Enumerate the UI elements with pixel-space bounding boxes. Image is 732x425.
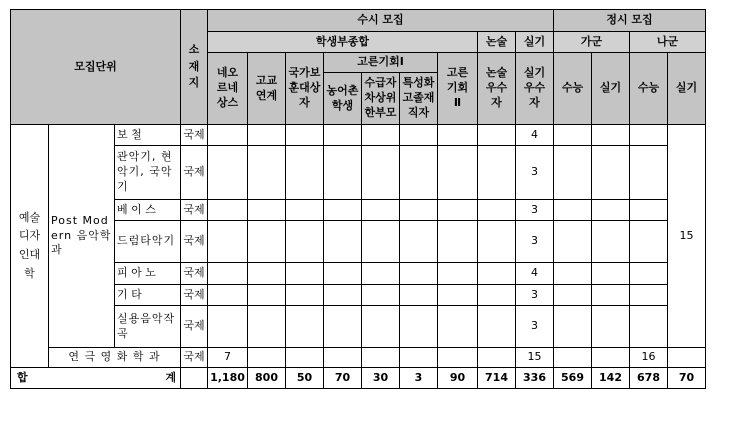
header-nagun: 나군 <box>630 32 706 53</box>
admission-table <box>10 9 706 389</box>
col-ga-suneung: 수능 <box>554 53 592 125</box>
total-label-cell: 합 계 <box>11 368 181 389</box>
silgi-cell: 3 <box>516 221 554 263</box>
major-cell: 기 타 <box>115 285 181 306</box>
major-cell: 베 이 스 <box>115 200 181 221</box>
silgi-cell: 15 <box>516 348 554 368</box>
silgi-cell: 4 <box>516 263 554 285</box>
silgi-cell: 4 <box>516 125 554 146</box>
col-na-silgi: 실기 <box>668 53 706 125</box>
major-cell: 실용음악작곡 <box>115 306 181 348</box>
col-nong: 농어촌학생 <box>324 73 362 125</box>
header-susi: 수시 모집 <box>208 10 554 32</box>
col-goreun2: 고른기회Ⅱ <box>438 53 478 125</box>
col-gukga: 국가보훈대상자 <box>286 53 324 125</box>
col-ga-silgi: 실기 <box>592 53 630 125</box>
na-suneung-cell: 16 <box>630 348 668 368</box>
nagun-silgi-merged: 15 <box>668 125 706 348</box>
col-neo: 네오르네상스 <box>208 53 248 125</box>
col-nonsul-u: 논술우수자 <box>478 53 516 125</box>
total-value: 678 <box>630 368 668 389</box>
total-value: 70 <box>668 368 706 389</box>
campus-cell: 국제 <box>181 221 208 263</box>
campus-cell: 국제 <box>181 306 208 348</box>
silgi-cell: 3 <box>516 285 554 306</box>
header-unit: 모집단위 <box>11 10 181 125</box>
neo-cell: 7 <box>208 348 248 368</box>
campus-cell: 국제 <box>181 200 208 221</box>
total-value: 569 <box>554 368 592 389</box>
silgi-cell: 3 <box>516 146 554 200</box>
total-value: 70 <box>324 368 362 389</box>
total-value: 336 <box>516 368 554 389</box>
silgi-cell: 3 <box>516 200 554 221</box>
campus-cell: 국제 <box>181 348 208 368</box>
dept-cell: Post Modern 음악학과 <box>49 125 115 348</box>
campus-cell: 국제 <box>181 146 208 200</box>
campus-cell: 국제 <box>181 125 208 146</box>
header-campus: 소재지 <box>181 10 208 125</box>
campus-cell: 국제 <box>181 263 208 285</box>
campus-cell: 국제 <box>181 285 208 306</box>
major-cell: 드럼타악기 <box>115 221 181 263</box>
total-value: 714 <box>478 368 516 389</box>
col-na-suneung: 수능 <box>630 53 668 125</box>
total-value: 50 <box>286 368 324 389</box>
col-silgi-u: 실기우수자 <box>516 53 554 125</box>
header-silgi: 실기 <box>516 32 554 53</box>
college-cell: 예술디자인대학 <box>11 125 49 368</box>
major-cell: 피 아 노 <box>115 263 181 285</box>
header-goreun1: 고른기회Ⅰ <box>324 53 438 73</box>
total-value: 3 <box>400 368 438 389</box>
header-hakjong: 학생부종합 <box>208 32 478 53</box>
col-sugub: 수급자차상위한부모 <box>362 73 400 125</box>
header-jeongsi: 정시 모집 <box>554 10 706 32</box>
col-teuk: 특성화고졸재직자 <box>400 73 438 125</box>
col-goyo: 고교연계 <box>248 53 286 125</box>
header-nonsul: 논술 <box>478 32 516 53</box>
silgi-cell: 3 <box>516 306 554 348</box>
total-value: 30 <box>362 368 400 389</box>
total-value: 142 <box>592 368 630 389</box>
major-cell: 보 철 <box>115 125 181 146</box>
total-value: 90 <box>438 368 478 389</box>
header-gagun: 가군 <box>554 32 630 53</box>
total-value: 800 <box>248 368 286 389</box>
major-cell: 관악기, 현악기, 국악기 <box>115 146 181 200</box>
total-value: 1,180 <box>208 368 248 389</box>
theater-major-cell: 연 극 영 화 학 과 <box>49 348 181 368</box>
